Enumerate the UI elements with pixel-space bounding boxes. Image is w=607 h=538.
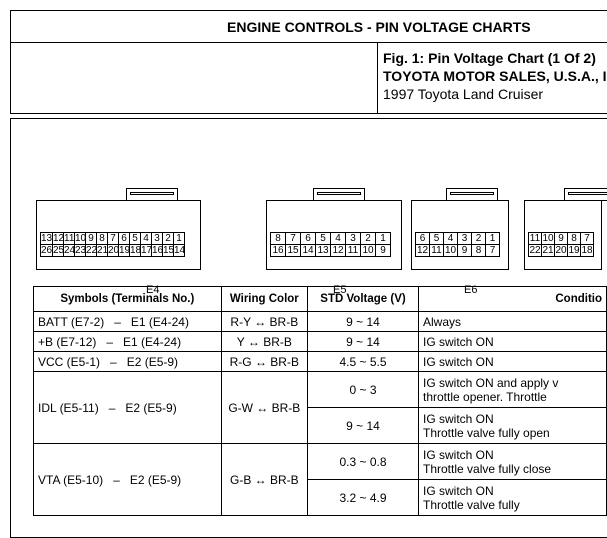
table-row [34,372,607,408]
connector-pin: 2 [162,232,174,245]
connector-pin: 2 [471,232,486,245]
connector-pin: 6 [118,232,130,245]
terminal-ground: E2 (E5-9) [125,400,177,415]
connector-pin: 20 [108,245,120,256]
connector-pin: 7 [285,232,301,245]
connector-pin: 12 [416,245,429,256]
connector-pin: 19 [119,245,131,256]
connector-pin: 9 [554,232,568,245]
cell-condition [419,352,607,372]
connector-pin: 26 [41,245,53,256]
condition-line: Throttle valve fully [423,497,520,512]
cell-wiring-color: R-Y ↔ BR-B [221,312,307,332]
table-row [34,332,607,352]
connector-pin: 21 [542,245,554,256]
connector-pin: 8 [270,232,286,245]
connector-pin: 3 [457,232,472,245]
connector-key-tab [126,188,178,201]
figure-title: Fig. 1: Pin Voltage Chart (1 Of 2) [383,50,596,66]
connector-pin: 11 [64,233,75,244]
connector-key-slot [317,192,361,195]
header-condition: Conditio [419,287,607,312]
cell-condition [419,480,607,516]
terminal-symbol: VTA (E5-10) [38,472,104,487]
connector-pin: 13 [315,244,331,257]
connector-label: E4 [146,284,160,296]
connector-pin: 5 [315,232,331,245]
connector-pin: 6 [415,232,430,245]
header-wiring: Wiring Color [221,287,307,312]
terminal-ground: E1 (E4-24) [123,334,182,349]
terminal-dash: – [106,334,114,349]
cell-condition [419,444,607,480]
connector-pin: 8 [96,232,108,245]
connector-pin: 1 [173,232,185,245]
cell-wiring-color: G-B ↔ BR-B [221,444,307,516]
connector-key-tab [313,188,365,201]
connector-pin: 22 [86,245,98,256]
cell-condition [419,312,607,332]
pin-voltage-table [33,286,607,516]
connector-pin: 8 [567,232,581,245]
header-voltage: STD Voltage (V) [308,287,419,312]
terminal-symbol: IDL (E5-11) [38,400,99,415]
connector-pin: 7 [580,232,594,245]
cell-std-voltage: 9 ~ 14 [308,312,419,332]
terminal-dash: – [108,400,116,415]
cell-symbol [34,352,222,372]
condition-line: IG switch ON [423,354,494,369]
connector-pin: 25 [53,245,65,256]
connector-pin: 17 [141,245,153,256]
cell-symbol [34,444,222,516]
connector-pin: 6 [300,232,316,245]
connector-pin: 12 [53,233,65,244]
connector-pin: 24 [64,245,76,256]
cell-std-voltage: 9 ~ 14 [308,332,419,352]
terminal-ground: E2 (E5-9) [126,354,179,369]
condition-line: throttle opener. Throttle [423,389,547,404]
connector-pin: 16 [270,244,286,257]
connector-pin: 9 [375,244,391,257]
connector-pin: 1 [485,232,500,245]
condition-line: IG switch ON [423,334,494,349]
connector-pin: 18 [581,245,593,256]
connector-key-slot [450,192,494,195]
connector-pin: 3 [345,232,361,245]
condition-line: Throttle valve fully close [423,461,552,476]
condition-line: IG switch ON [423,447,494,462]
connector-pin: 4 [330,232,346,245]
cell-std-voltage: 0 ~ 3 [308,372,419,408]
terminal-dash: – [110,354,117,369]
connector-pin: 10 [444,245,457,256]
connector-label: E5 [333,284,347,296]
connector-pin: 7 [485,244,500,257]
terminal-ground: E1 (E4-24) [130,314,189,329]
page-header [10,10,607,43]
figure-caption [383,49,607,103]
connector-pin: 14 [300,244,316,257]
connector-pin: 20 [555,245,567,256]
connector-pin: 10 [75,233,87,244]
terminal-symbol: +B (E7-12) [38,334,97,349]
connector-pin: 9 [457,244,472,257]
connector-pin: 11 [345,244,361,257]
connector-key-tab [564,188,607,201]
connector-pin: 11 [529,233,541,244]
cell-condition [419,372,607,408]
connector-pin: 11 [429,244,444,257]
header-title: ENGINE CONTROLS - PIN VOLTAGE CHARTS [227,19,531,35]
cell-condition [419,408,607,444]
connector-pin: 2 [360,232,376,245]
connector-pin: 18 [130,245,142,256]
cell-symbol [34,332,222,352]
cell-std-voltage: 0.3 ~ 0.8 [308,444,419,480]
condition-line: Always [423,314,462,329]
table-row [34,312,607,332]
table-row [34,352,607,372]
connector-pin: 4 [140,232,152,245]
connector-pin: 5 [429,232,444,245]
connector-pin: 16 [152,245,164,256]
connector-pin: 7 [107,232,119,245]
figure-company: TOYOTA MOTOR SALES, U.S.A., I [383,68,607,84]
header-symbols: Symbols (Terminals No.) [34,287,222,312]
cell-wiring-color: Y ↔ BR-B [221,332,307,352]
terminal-dash: – [113,472,120,487]
cell-wiring-color: R-G ↔ BR-B [221,352,307,372]
connector-key-slot [568,192,607,195]
connector-pin: 10 [360,244,376,257]
cell-std-voltage: 3.2 ~ 4.9 [308,480,419,516]
figure-caption-box [10,42,607,114]
terminal-ground: E2 (E5-9) [129,472,182,487]
condition-line: IG switch ON and apply v [423,375,559,390]
connector-pin: 4 [443,232,458,245]
connector-pin: 5 [129,232,141,245]
condition-line: Throttle valve fully open [423,425,550,440]
caption-divider [377,43,378,113]
connector-label: E6 [464,284,478,296]
connector-key-slot [130,192,174,195]
connector-pin: 12 [330,244,346,257]
condition-line: IG switch ON [423,483,494,498]
cell-std-voltage: 4.5 ~ 5.5 [308,352,419,372]
table-row [34,444,607,480]
connector-pin: 15 [163,245,175,256]
figure-vehicle: 1997 Toyota Land Cruiser [383,86,544,102]
connector-pin: 13 [41,233,53,244]
cell-condition [419,332,607,352]
connector-pin: 10 [542,233,554,244]
table-header-row [34,287,607,312]
condition-line: IG switch ON [423,411,494,426]
cell-symbol [34,372,222,444]
terminal-dash: – [114,314,121,329]
connector-pin: 15 [285,244,301,257]
connector-pin: 9 [85,232,97,245]
connector-pin: 1 [375,232,391,245]
connector-pin: 14 [174,245,186,256]
terminal-symbol: BATT (E7-2) [38,314,105,329]
connector-pin: 23 [75,245,87,256]
connector-pin: 19 [568,245,580,256]
terminal-symbol: VCC (E5-1) [38,354,101,369]
connector-pin: 22 [529,245,541,256]
cell-std-voltage: 9 ~ 14 [308,408,419,444]
cell-symbol [34,312,222,332]
connector-pin: 8 [471,244,486,257]
connector-pin: 3 [151,232,163,245]
connector-pin: 21 [97,245,109,256]
cell-wiring-color: G-W ↔ BR-B [221,372,307,444]
connector-key-tab [446,188,498,201]
